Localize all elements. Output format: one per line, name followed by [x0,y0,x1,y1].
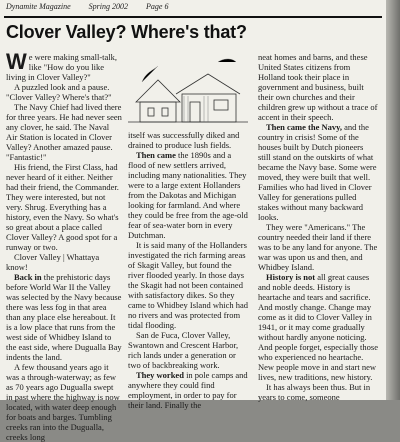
issue-date: Spring 2002 [88,2,128,11]
magazine-name: Dynamite Magazine [6,2,71,11]
paragraph [258,122,378,222]
paragraph [6,49,122,82]
binding-gutter [386,0,400,400]
paragraph [128,150,248,240]
paragraph-text: the 1890s and a flood of new settlers arrived, including many nationalities. They were to a large extent Hollanders from the Dakotas and Michigan looking for farmland. And where they could be free from the age-old fear of sea-water born in every Dutchman. [128,150,248,240]
paragraph: itself was successfully diked and drained to produce lush fields. [128,130,240,150]
paragraph: The Navy Chief had lived there for three years. He had never seen any clover, he said. The Naval Air Station is located in Clover Valley? Another amazed pause. "Fantastic!" [6,102,122,162]
paragraph: Clover Valley | Whattaya know! [6,252,100,272]
paragraph: It has always been thus. But in years to come, someone [258,382,371,402]
paragraph: It is said many of the Hollanders investigated the rich farming areas of Skagit Valley, but found the river flooded yearly. In those days the Skagit had not been contained with satisfactory dikes. So they came to Whidbey Island which had no rivers and was protected from tidal flooding. [128,240,248,330]
paragraph-text: in pole camps and anywhere they could find employment, in order to pay for their land. Finally the [128,370,248,410]
page-number: Page 6 [146,2,169,11]
paragraph [258,272,378,382]
paragraph: San de Fuca, Clover Valley, Swantown and Crescent Harbor, rich lands under a generation or two of backbreaking work. [128,330,239,370]
paragraph-text: all great causes and noble deeds. History is heartache and tears and sacrifice. And mostly change. Change may come as it did to Clover Valley in 1941, or it may come gradually without hardly anyone noticing. And people forget, especially those who experienced no heartache. New people move in and start new lives, new traditions, new history. [258,272,378,382]
column-3 [258,52,378,402]
article-title: Clover Valley? Where's that? [6,22,247,42]
paragraph: A few thousand years ago it was a through-waterway; as few as 70 years ago Dugualla swept in past where the highway is now located, with water deep enough for boats and barges. Tumbling creeks ran into the Dugualla, creeks long [6,362,120,442]
lead-in: Then came [136,150,176,160]
column-2 [128,130,248,410]
paragraph [128,370,248,410]
page-header [6,2,382,16]
lead-in: History is not [266,272,316,282]
drop-cap: W [6,49,27,74]
header-rule [4,16,382,18]
paragraph: His friend, the First Class, had never heard of it either. Neither had their friend, the Commander. They were interested, but not very. Shrug. Everything has a history, even the Navy. So what's so great about a place called Clover Valley? A good spot for a runway or two. [6,162,119,252]
paragraph [6,272,122,362]
lead-in: They worked [136,370,184,380]
column-1 [6,49,122,442]
paragraph: neat homes and barns, and these United States citizens from Holland took their place in government and business, built their own churches and their children grew up without a trace of accent in their speech. [258,52,378,122]
lead-in: Back in [14,272,42,282]
lead-in: Then came the Navy, [266,122,343,132]
paragraph-text: the prehistoric days before World War II the Valley was selected by the Navy because there was less fog in that area than any place else hereabout. It is a low place that runs from the west side of Whidbey Island to the east side, where Dugualla Bay indents the land. [6,272,122,362]
farmhouse-illustration [128,52,248,128]
paragraph: A puzzled look and a pause. "Clover Valley? Where's that?" [6,82,112,102]
paragraph-text: e were making small-talk, like "How do you like living in Clover Valley?" [6,52,118,82]
paragraph-text: and the country in crisis! Some of the houses built by Dutch pioneers still stand on the outskirts of what became the Navy base. Some were moved, they were built that well. Families who had lived in Clover Valley for generations pulled stakes without many backward looks. [258,122,377,222]
paragraph: They were "Americans." The country needed their land if there was to be any land for anyone. The war was upon us and then, and Whidbey Island. [258,222,378,272]
